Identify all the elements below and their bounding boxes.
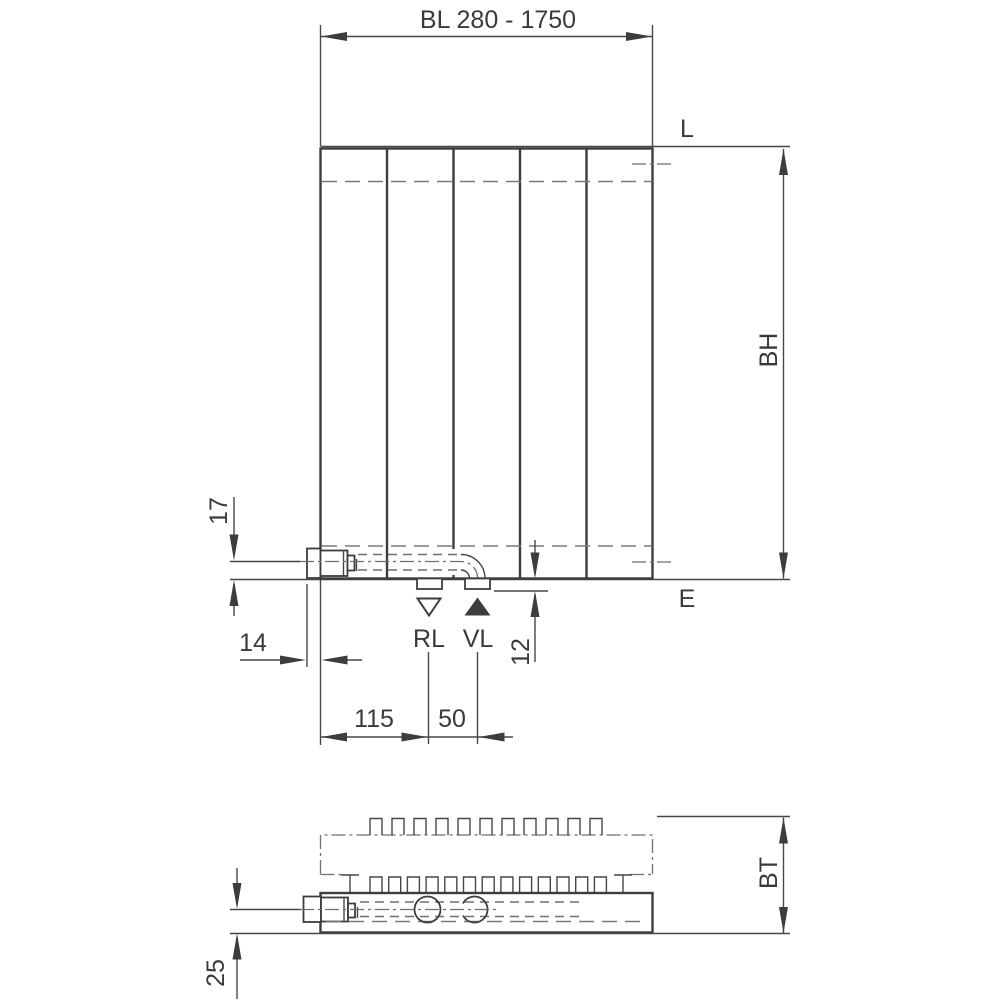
dim50-label: 50 (438, 705, 466, 733)
casing-phantom-outline (321, 835, 653, 874)
dim25-arrow-down (233, 883, 242, 909)
valve-neck (348, 556, 355, 571)
return-stub (417, 579, 442, 590)
dim115-arrow-left (321, 733, 347, 742)
bl-arrow-left (321, 32, 347, 41)
supply-label: VL (462, 625, 494, 653)
front-view (205, 6, 790, 745)
bh-arrow-bottom (779, 553, 788, 579)
dim14-label: 14 (239, 629, 267, 657)
bt-arrow-bottom (779, 907, 788, 933)
bt-arrow-top (779, 818, 788, 844)
dim17-arrow-down (230, 535, 239, 561)
bl-arrow-right (626, 32, 652, 41)
dim14-arrow-left (322, 656, 348, 665)
dim14-arrow-right (280, 656, 306, 665)
dim50-arrow-left (479, 733, 505, 742)
bh-arrow-top (779, 149, 788, 175)
valve-outer-block (307, 549, 321, 579)
dim17-label: 17 (205, 497, 233, 525)
dim17-arrow-up (230, 580, 239, 606)
bt-dimension-label: BT (755, 857, 783, 889)
dim115-label: 115 (354, 705, 394, 733)
rear-fin-row (370, 819, 602, 836)
dim12-label: 12 (507, 638, 535, 666)
section-view (202, 817, 790, 1000)
dim115-arrow-right (402, 733, 428, 742)
bh-dimension-label: BH (755, 332, 783, 368)
dim12-arrow-up (531, 591, 540, 617)
drain-label: E (678, 585, 696, 613)
supply-flow-triangle-icon (465, 598, 491, 616)
dim25-arrow-up (233, 934, 242, 960)
bl-dimension-label: BL 280 - 1750 (419, 6, 577, 34)
radiator-body (321, 149, 653, 579)
vent-label: L (680, 115, 694, 143)
dim25-label: 25 (202, 959, 230, 987)
supply-stub (465, 579, 490, 590)
front-fin-row (370, 877, 606, 893)
return-label: RL (413, 625, 445, 653)
return-flow-triangle-icon (418, 599, 441, 616)
valve-neck-section (348, 904, 355, 918)
